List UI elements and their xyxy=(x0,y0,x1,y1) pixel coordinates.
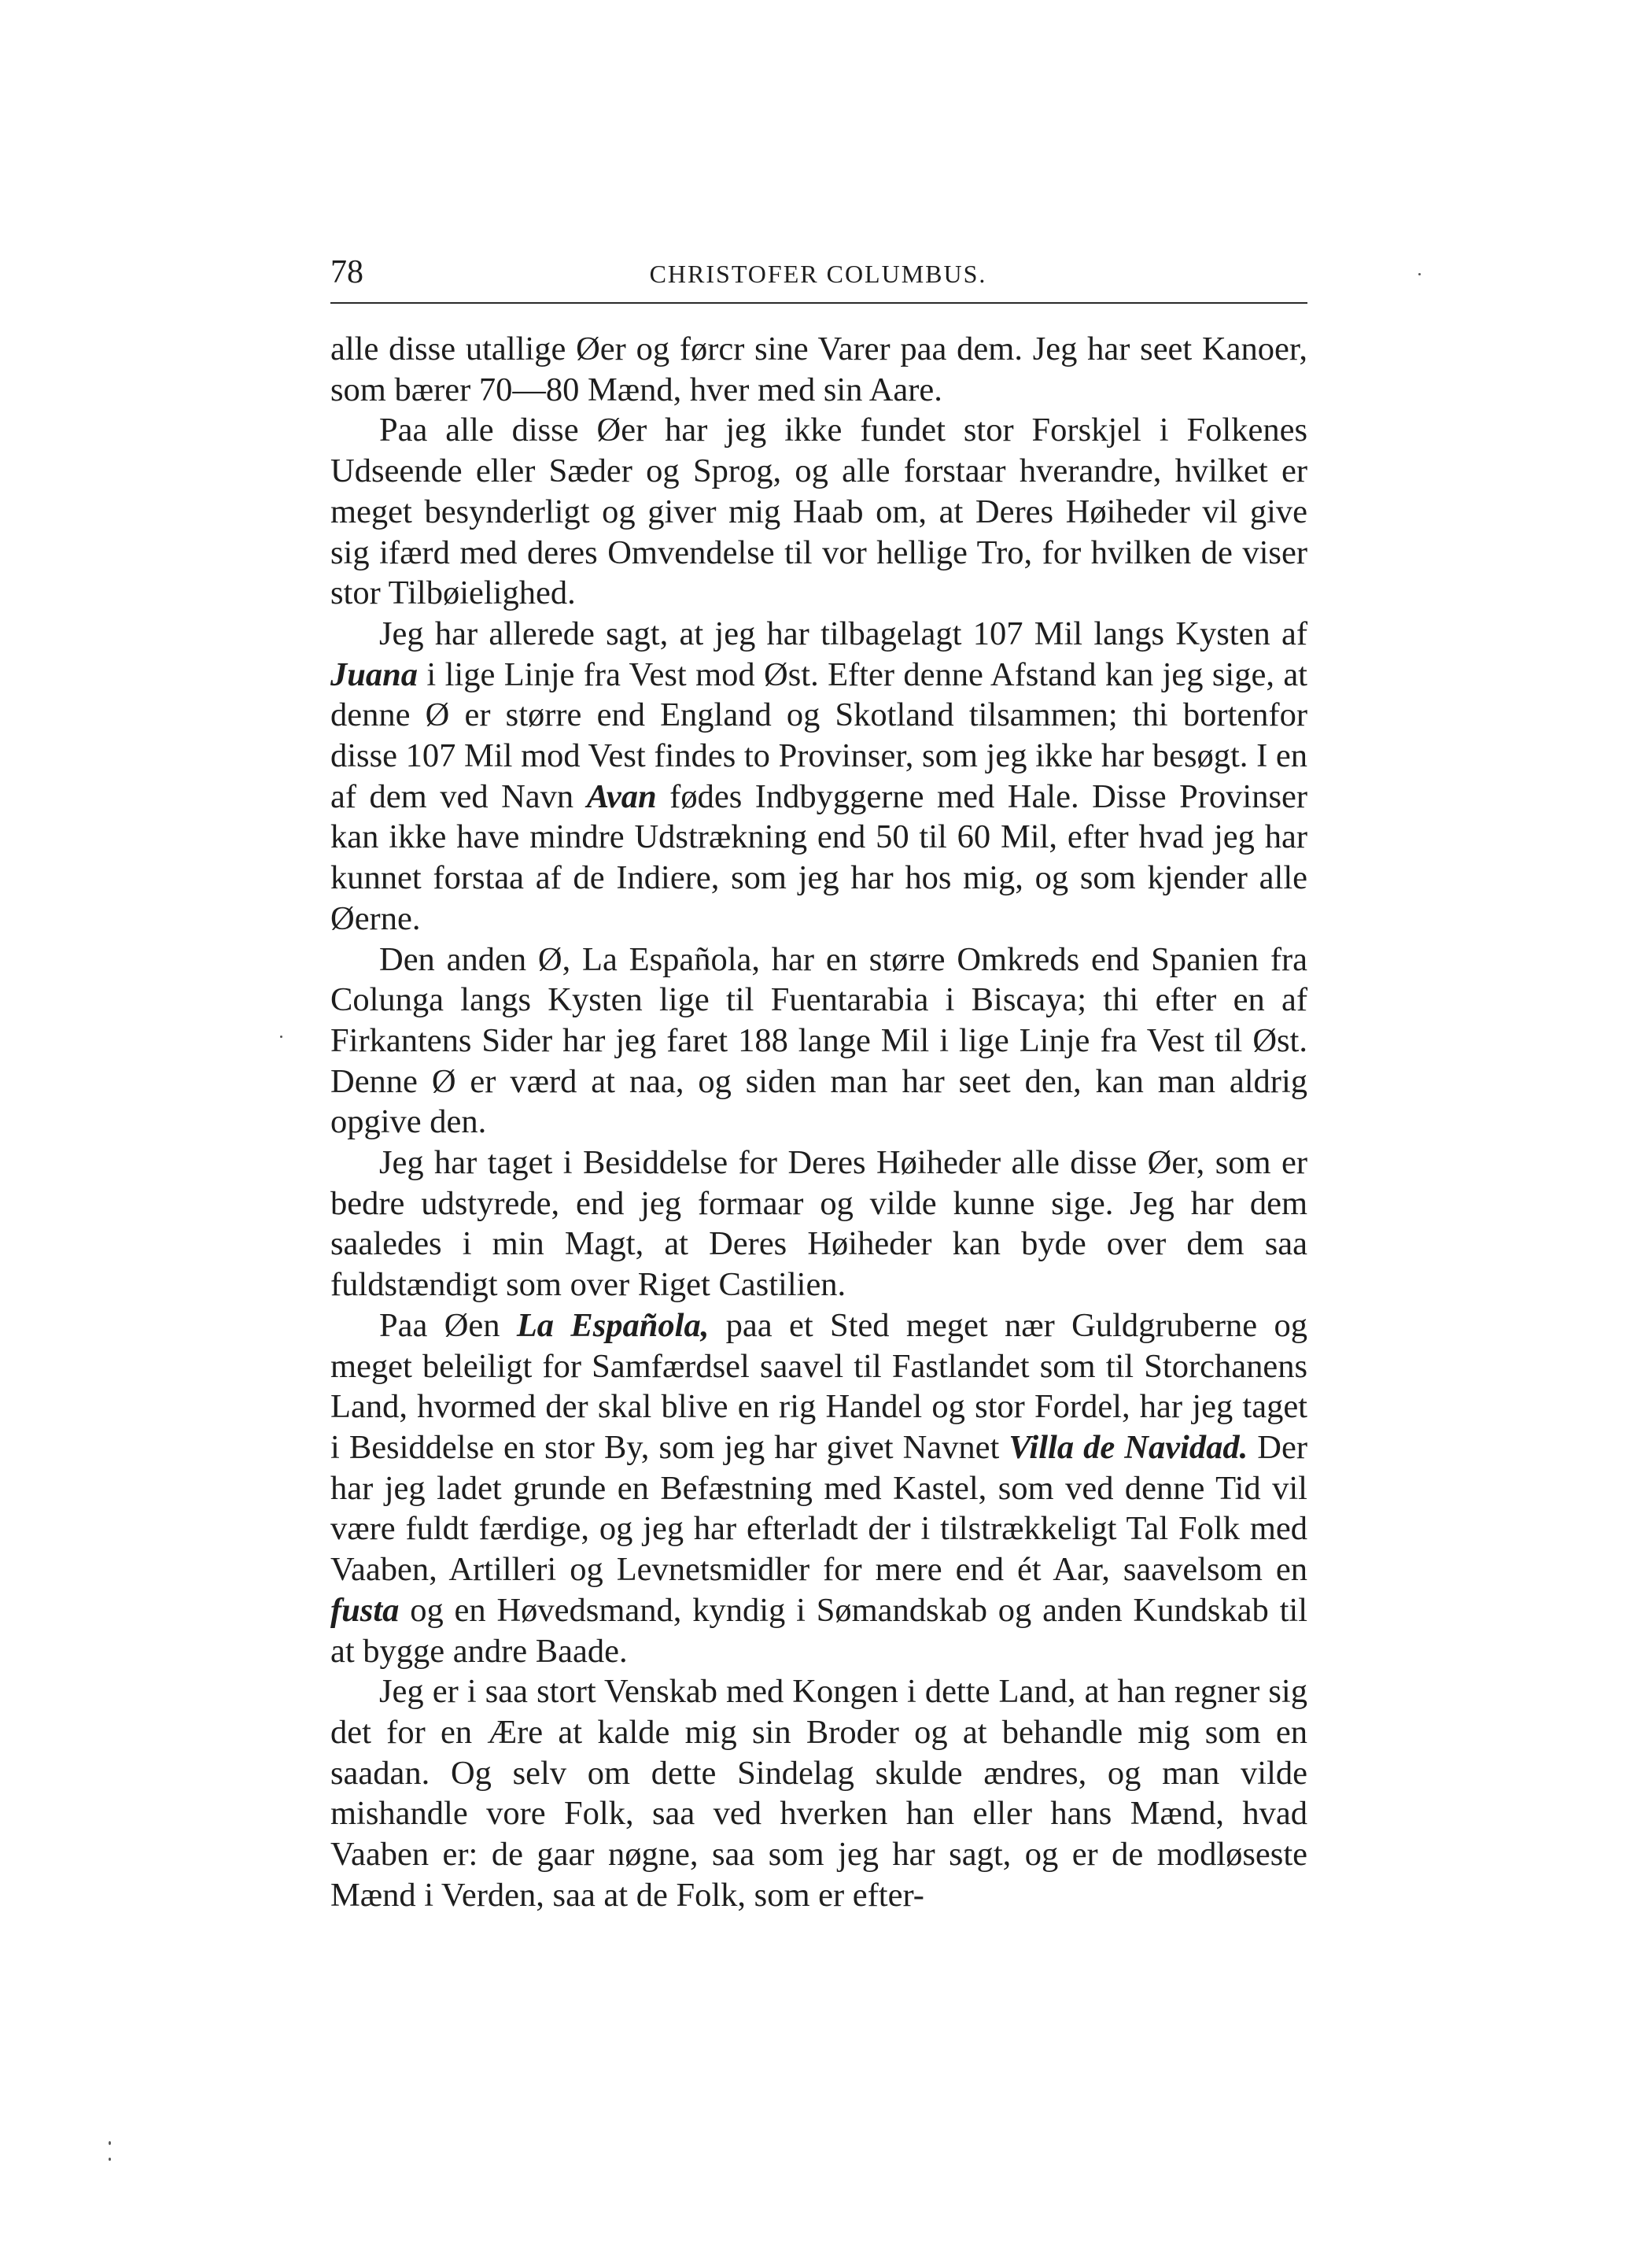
italic-text: Villa de Navidad. xyxy=(1009,1428,1248,1466)
paragraph xyxy=(330,614,1307,940)
margin-speck xyxy=(109,2141,111,2145)
text-run: og en Høvedsmand, kyndig i Sømandskab og anden Kundskab til at bygge andre Baade. xyxy=(330,1591,1307,1670)
text-run: alle disse utallige Øer og førcr sine Varer paa dem. Jeg har seet Kanoer, som bærer 70—80 Mænd, hver med sin Aare. xyxy=(330,330,1307,408)
text-run: Jeg er i saa stort Venskab med Kongen i dette Land, at han regner sig det for en Ære at kalde mig sin Broder og at behandle mig som en saadan. Og selv om dette Sindelag skulde ændres, og man vilde mishandle vore Folk, saa ved hverken han eller hans Mænd, hvad Vaaben er: de gaar nøgne, saa som jeg har sagt, og er de modløseste Mænd i Verden, saa at de Folk, som er efter- xyxy=(330,1673,1307,1914)
italic-text: Juana xyxy=(330,655,419,693)
text-run: fødes Indbyggerne med Hale. Disse Provinser kan ikke have mindre Udstrækning end 50 til 60 Mil, efter hvad jeg har kunnet forstaa af de Indiere, som jeg har hos mig, og som kjender alle Øerne. xyxy=(330,777,1307,937)
text-run: paa et Sted meget nær Guldgruberne og meget beleiligt for Samfærdsel saavel til Fastlandet som til Storchanens Land, hvormed der skal blive en rig Handel og stor Fordel, har jeg taget i Besiddelse en stor By, som jeg har givet Navnet xyxy=(330,1306,1307,1466)
paragraph xyxy=(330,329,1307,410)
text-run: Der har jeg ladet grunde en Befæstning med Kastel, som ved denne Tid vil være fuldt færdige, og jeg har efterladt der i tilstrækkeligt Tal Folk med Vaaben, Artilleri og Levnetsmidler for mere end ét Aar, saavelsom en xyxy=(330,1428,1307,1589)
margin-speck xyxy=(109,2158,111,2161)
paragraph xyxy=(330,1671,1307,1915)
text-run: i lige Linje fra Vest mod Øst. Efter denne Afstand kan jeg sige, at denne Ø er større end England og Skotland tilsammen; thi bortenfor disse 107 Mil mod Vest findes to Provinser, som jeg ikke har besøgt. I en af dem ved Navn xyxy=(330,655,1307,815)
page-number: 78 xyxy=(330,254,363,290)
paragraph xyxy=(330,410,1307,614)
text-run: Paa Øen xyxy=(379,1306,517,1344)
paragraph xyxy=(330,940,1307,1143)
text-run: Jeg har taget i Besiddelse for Deres Høiheder alle disse Øer, som er bedre udstyrede, end jeg formaar og vilde kunne sige. Jeg har dem saaledes i min Magt, at Deres Høiheder kan byde over dem saa fuldstændigt som over Riget Castilien. xyxy=(330,1144,1307,1304)
header-rule xyxy=(330,302,1307,304)
page-header xyxy=(330,249,1306,304)
italic-text: La Española, xyxy=(516,1306,710,1344)
text-run: Jeg har allerede sagt, at jeg har tilbagelagt 107 Mil langs Kysten af xyxy=(379,615,1307,652)
paragraph xyxy=(330,1305,1307,1671)
paragraph xyxy=(330,1143,1307,1305)
italic-text: fusta xyxy=(330,1591,400,1629)
running-title: CHRISTOFER COLUMBUS. xyxy=(649,260,987,288)
margin-speck xyxy=(1418,273,1421,275)
text-run: Paa alle disse Øer har jeg ikke fundet stor Forskjel i Folkenes Udseende eller Sæder og Sprog, og alle forstaar hverandre, hvilket er meget besynderligt og giver mig Haab om, at Deres Høiheder vil give sig ifærd med deres Omvendelse til vor hellige Tro, for hvilken de viser stor Tilbøielighed. xyxy=(330,412,1307,612)
text-run: Den anden Ø, La Española, har en større Omkreds end Spanien fra Colunga langs Kysten lige til Fuentarabia i Biscaya; thi efter en af Firkantens Sider har jeg faret 188 lange Mil i lige Linje fra Vest til Øst. Denne Ø er værd at naa, og siden man har seet den, kan man aldrig opgive den. xyxy=(330,940,1307,1141)
margin-speck xyxy=(280,1036,282,1038)
italic-text: Avan xyxy=(586,777,657,815)
body-text xyxy=(330,329,1307,1915)
